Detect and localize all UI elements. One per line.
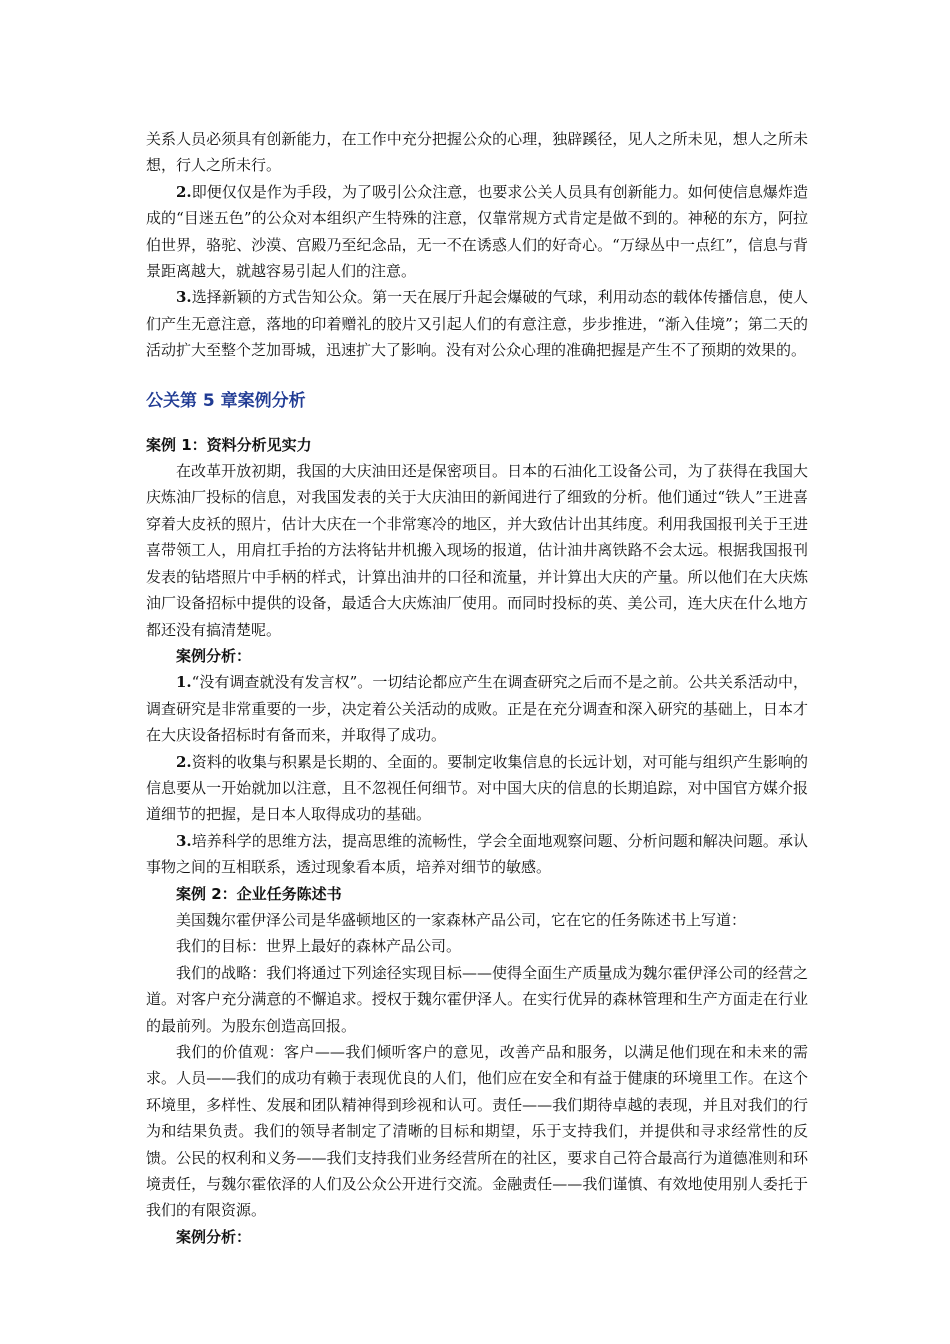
chapter-heading: 公关第 5 章案例分析	[146, 390, 306, 411]
case-1-analysis-3-number: 3.	[176, 831, 192, 850]
intro-paragraph-1: 关系人员必须具有创新能力，在工作中充分把握公众的心理，独辟蹊径，见人之所未见，想人之所未想，行人之所未行。	[146, 130, 808, 175]
case-1-analysis-2	[146, 749, 808, 828]
case-1-title: 案例 1：资料分析见实力	[146, 435, 312, 454]
case-2-paragraph-2: 我们的目标：世界上最好的森林产品公司。	[176, 937, 462, 956]
case-1-analysis-label: 案例分析：	[176, 646, 252, 665]
case-1-analysis-1-number: 1.	[176, 673, 192, 692]
case-2-paragraph-3: 我们的战略：我们将通过下列途径实现目标——使得全面生产质量成为魏尔霍伊泽公司的经营之道。对客户充分满意的不懈追求。授权于魏尔霍伊泽人。在实行优异的森林管理和生产方面走在行业的最前列。为股东创造高回报。	[146, 963, 808, 1035]
case-1-analysis-2-number: 2.	[176, 752, 192, 771]
case-2-analysis-label: 案例分析：	[176, 1227, 252, 1246]
case-2-title: 案例 2：企业任务陈述书	[176, 884, 342, 903]
case-1-analysis-1-text: “没有调查就没有发言权”。一切结论都应产生在调查研究之后而不是之前。公共关系活动中，调查研究是非常重要的一步，决定着公关活动的成败。正是在充分调查和深入研究的基础上，日本才在大庆设备招标时有备而来，并取得了成功。	[146, 673, 808, 745]
intro-paragraph-2-text: 即便仅仅是作为手段，为了吸引公众注意，也要求公关人员具有创新能力。如何使信息爆炸造成的“目迷五色”的公众对本组织产生特殊的注意，仅靠常规方式肯定是做不到的。神秘的东方，阿拉伯世界，骆驼、沙漠、宫殿乃至纪念品，无一不在诱惑人们的好奇心。“万绿丛中一点红”，信息与背景距离越大，就越容易引起人们的注意。	[146, 182, 808, 281]
intro-paragraph-2	[146, 179, 808, 285]
case-2-paragraph-4: 我们的价值观：客户——我们倾听客户的意见，改善产品和服务，以满足他们现在和未来的需求。人员——我们的成功有赖于表现优良的人们，他们应在安全和有益于健康的环境里工作。在这个环境里，多样性、发展和团队精神得到珍视和认可。责任——我们期待卓越的表现，并且对我们的行为和结果负责。我们的领导者制定了清晰的目标和期望，乐于支持我们，并提供和寻求经常性的反馈。公民的权利和义务——我们支持我们业务经营所在的社区，要求自己符合最高行为道德准则和环境责任，与魏尔霍依泽的人们及公众公开进行交流。金融责任——我们谨慎、有效地使用别人委托于我们的有限资源。	[146, 1043, 808, 1220]
intro-paragraph-2-number: 2.	[176, 182, 192, 201]
case-2-paragraph-1: 美国魏尔霍伊泽公司是华盛顿地区的一家森林产品公司，它在它的任务陈述书上写道：	[176, 910, 747, 929]
intro-paragraph-3	[146, 284, 808, 363]
intro-paragraph-3-text: 选择新颖的方式告知公众。第一天在展厅升起会爆破的气球，利用动态的载体传播信息，使人们产生无意注意，落地的印着赠礼的胶片又引起人们的有意注意，步步推进，“渐入佳境”；第二天的活动扩大至整个芝加哥城，迅速扩大了影响。没有对公众心理的准确把握是产生不了预期的效果的。	[146, 288, 808, 360]
case-1-analysis-1	[146, 669, 808, 748]
case-1-analysis-3	[146, 828, 808, 881]
case-1-body: 在改革开放初期，我国的大庆油田还是保密项目。日本的石油化工设备公司，为了获得在我国大庆炼油厂投标的信息，对我国发表的关于大庆油田的新闻进行了细致的分析。他们通过“铁人”王进喜穿着大皮袄的照片，估计大庆在一个非常寒冷的地区，并大致估计出其纬度。利用我国报刊关于王进喜带领工人，用肩扛手抬的方法将钻井机搬入现场的报道，估计油井离铁路不会太远。根据我国报刊发表的钻塔照片中手柄的样式，计算出油井的口径和流量，并计算出大庆的产量。所以他们在大庆炼油厂设备招标中提供的设备，最适合大庆炼油厂使用。而同时投标的英、美公司，连大庆在什么地方都还没有搞清楚呢。	[146, 462, 808, 639]
case-1-analysis-3-text: 培养科学的思维方法，提高思维的流畅性，学会全面地观察问题、分析问题和解决问题。承认事物之间的互相联系，透过现象看本质，培养对细节的敏感。	[146, 831, 808, 877]
case-1-analysis-2-text: 资料的收集与积累是长期的、全面的。要制定收集信息的长远计划，对可能与组织产生影响的信息要从一开始就加以注意，且不忽视任何细节。对中国大庆的信息的长期追踪，对中国官方媒介报道细节的把握，是日本人取得成功的基础。	[146, 752, 808, 824]
intro-paragraph-3-number: 3.	[176, 288, 192, 307]
